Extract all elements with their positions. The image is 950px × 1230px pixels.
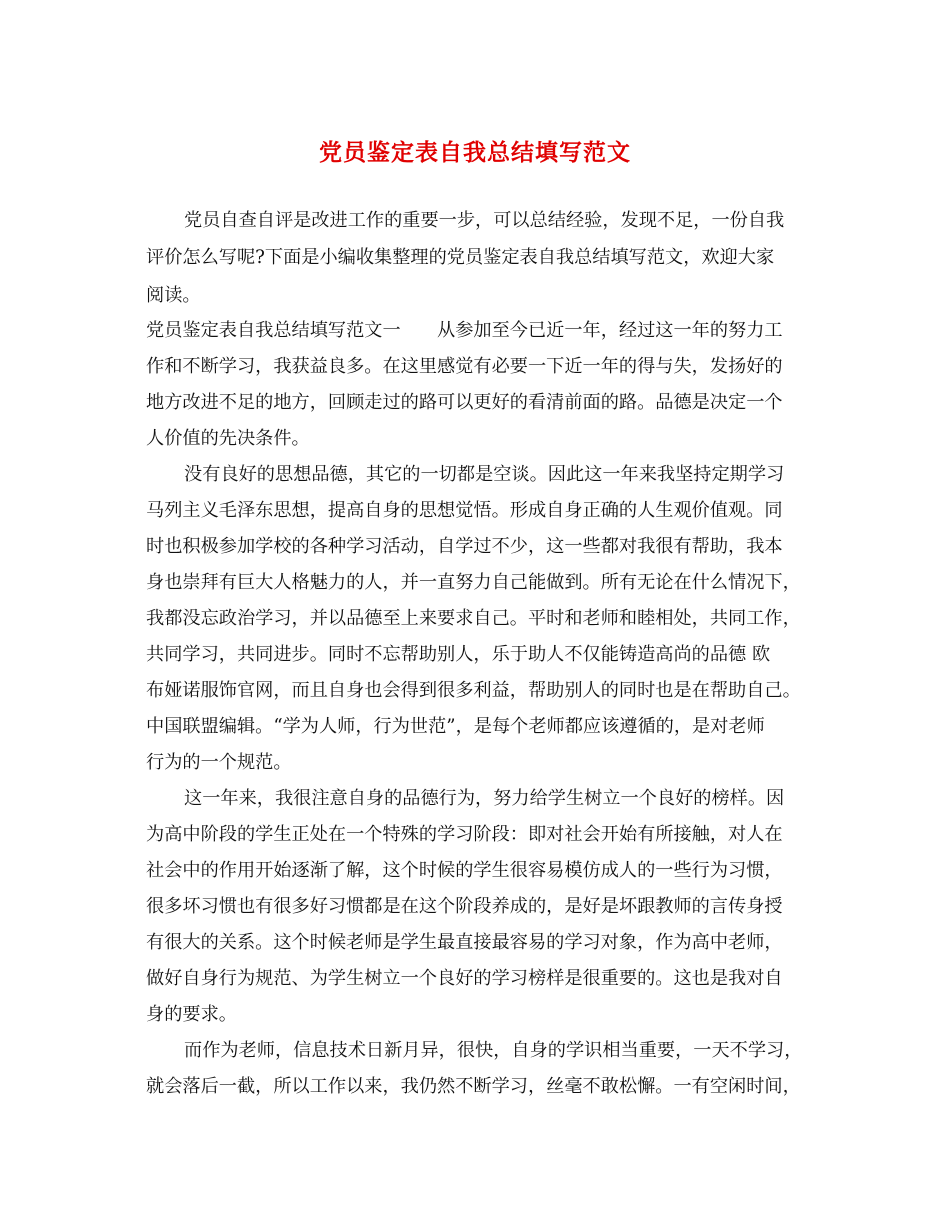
paragraph-line: 身的要求。 — [146, 1004, 237, 1025]
paragraph-line: 做好自身行为规范、为学生树立一个良好的学习榜样是很重要的。这也是我对自 — [146, 968, 783, 989]
paragraph-line: 就会落后一截，所以工作以来，我仍然不断学习，丝毫不敢松懈。一有空闲时间， — [146, 1076, 801, 1097]
paragraph-line: 行为的一个规范。 — [146, 752, 292, 773]
paragraph-line: 地方改进不足的地方，回顾走过的路可以更好的看清前面的路。品德是决定一个 — [146, 392, 783, 413]
paragraph-line: 中国联盟编辑。“学为人师，行为世范”，是每个老师都应该遵循的，是对老师 — [146, 716, 765, 737]
paragraph-line: 党员自查自评是改进工作的重要一步，可以总结经验，发现不足，一份自我 — [184, 210, 785, 231]
paragraph-line: 时也积极参加学校的各种学习活动，自学过不少，这一些都对我很有帮助，我本 — [146, 536, 783, 557]
paragraph-line: 社会中的作用开始逐渐了解，这个时候的学生很容易模仿成人的一些行为习惯， — [146, 860, 783, 881]
paragraph-line: 身也崇拜有巨大人格魅力的人，并一直努力自己能做到。所有无论在什么情况下， — [146, 572, 801, 593]
paragraph-line: 而作为老师，信息技术日新月异，很快，自身的学识相当重要，一天不学习， — [184, 1040, 803, 1061]
paragraph-line: 这一年来，我很注意自身的品德行为，努力给学生树立一个良好的榜样。因 — [184, 788, 785, 809]
paragraph-line: 人价值的先决条件。 — [146, 428, 310, 449]
paragraph-line: 为高中阶段的学生正处在一个特殊的学习阶段：即对社会开始有所接触，对人在 — [146, 824, 783, 845]
paragraph-line: 马列主义毛泽东思想，提高自身的思想觉悟。形成自身正确的人生观价值观。同 — [146, 500, 783, 521]
document-title: 党员鉴定表自我总结填写范文 — [319, 139, 631, 166]
paragraph-line: 评价怎么写呢?下面是小编收集整理的党员鉴定表自我总结填写范文，欢迎大家 — [146, 247, 775, 268]
paragraph-line: 没有良好的思想品德，其它的一切都是空谈。因此这一年来我坚持定期学习 — [184, 464, 785, 485]
paragraph-line: 作和不断学习，我获益良多。在这里感觉有必要一下近一年的得与失，发扬好的 — [146, 356, 783, 377]
paragraph-line: 我都没忘政治学习，并以品德至上来要求自己。平时和老师和睦相处，共同工作， — [146, 608, 801, 629]
paragraph-line: 阅读。 — [146, 285, 201, 306]
paragraph-line: 布娅诺服饰官网，而且自身也会得到很多利益，帮助别人的同时也是在帮助自己。 — [146, 680, 801, 701]
paragraph-line: 共同学习，共同进步。同时不忘帮助别人，乐于助人不仅能铸造高尚的品德 欧 — [146, 644, 771, 665]
paragraph-line: 很多坏习惯也有很多好习惯都是在这个阶段养成的，是好是坏跟教师的言传身授 — [146, 896, 783, 917]
paragraph-line: 党员鉴定表自我总结填写范文一 从参加至今已近一年，经过这一年的努力工 — [146, 320, 783, 341]
paragraph-line: 有很大的关系。这个时候老师是学生最直接最容易的学习对象，作为高中老师， — [146, 932, 783, 953]
